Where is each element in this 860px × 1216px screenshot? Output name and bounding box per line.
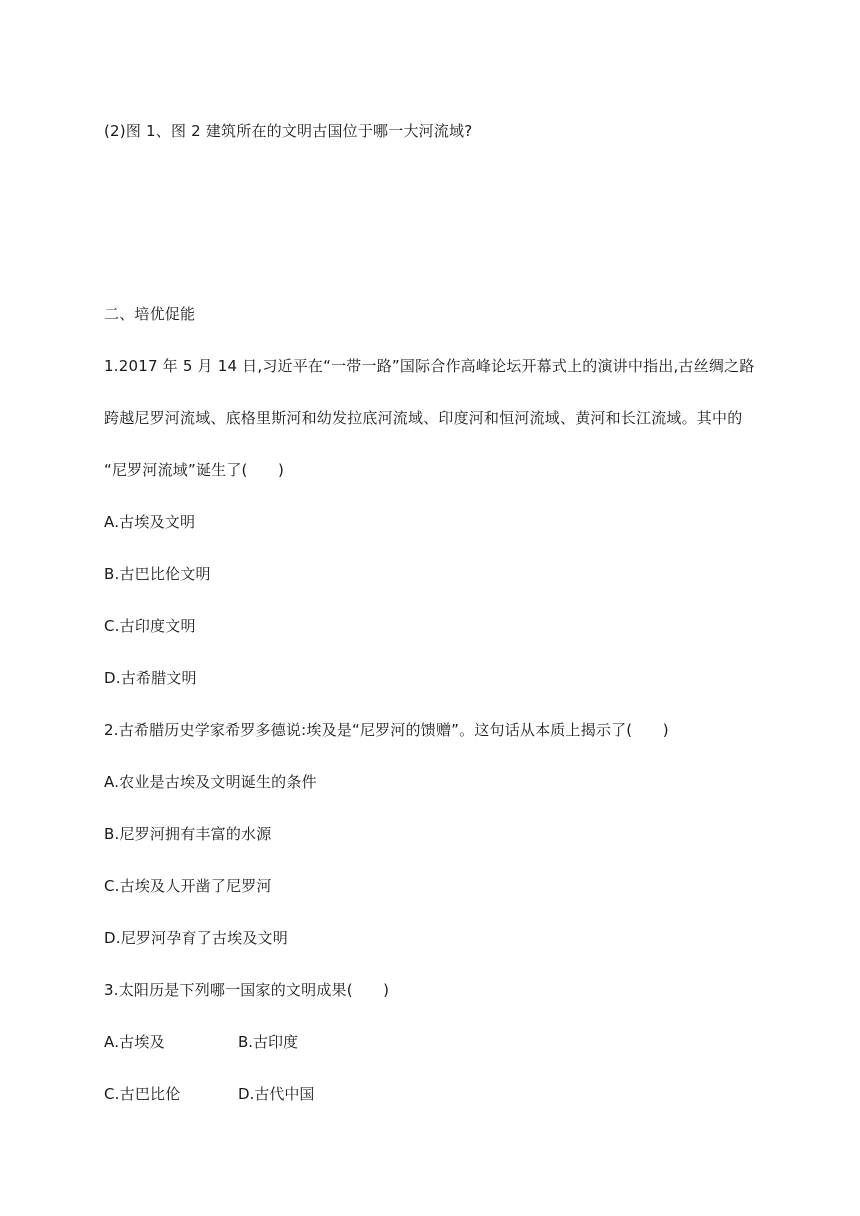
- question-1-line-2: 跨越尼罗河流域、底格里斯河和幼发拉底河流域、印度河和恒河流域、黄河和长江流域。其中的: [104, 409, 743, 427]
- question-3-option-b: B.古印度: [238, 1033, 299, 1051]
- question-1-line-3: “尼罗河流域”诞生了( ): [104, 461, 285, 479]
- question-3-option-a: A.古埃及: [104, 1033, 165, 1051]
- question-part-2: (2)图 1、图 2 建筑所在的文明古国位于哪一大河流域?: [104, 122, 473, 140]
- question-1-option-b: B.古巴比伦文明: [104, 565, 211, 583]
- question-1-option-d: D.古希腊文明: [104, 669, 197, 687]
- question-2-option-b: B.尼罗河拥有丰富的水源: [104, 825, 272, 843]
- question-2-option-d: D.尼罗河孕育了古埃及文明: [104, 929, 288, 947]
- question-2-option-a: A.农业是古埃及文明诞生的条件: [104, 773, 317, 791]
- question-1-option-a: A.古埃及文明: [104, 513, 196, 531]
- question-2-stem: 2.古希腊历史学家希罗多德说:埃及是“尼罗河的馈赠”。这句话从本质上揭示了( ): [104, 721, 669, 739]
- question-3-option-d: D.古代中国: [238, 1085, 315, 1103]
- question-3-stem: 3.太阳历是下列哪一国家的文明成果( ): [104, 981, 390, 999]
- section-heading: 二、培优促能: [104, 305, 196, 323]
- question-1-option-c: C.古印度文明: [104, 617, 196, 635]
- question-2-option-c: C.古埃及人开凿了尼罗河: [104, 877, 272, 895]
- question-3-option-c: C.古巴比伦: [104, 1085, 181, 1103]
- question-1-line-1: 1.2017 年 5 月 14 日,习近平在“一带一路”国际合作高峰论坛开幕式上的演讲中指出,古丝绸之路: [104, 357, 755, 375]
